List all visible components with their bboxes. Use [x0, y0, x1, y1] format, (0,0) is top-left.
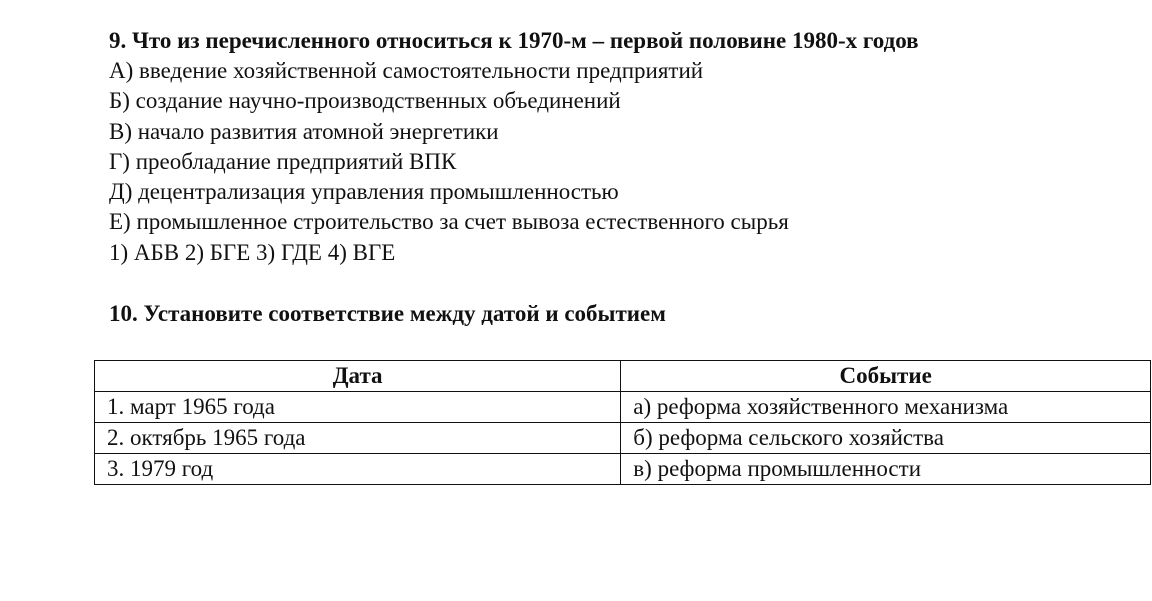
table-row [95, 392, 1151, 423]
table-header-row [95, 361, 1151, 392]
date-cell: 2. октябрь 1965 года [95, 423, 621, 454]
table-row [95, 454, 1151, 485]
option-b: Б) создание научно-производственных объединений [109, 88, 621, 114]
date-cell: 3. 1979 год [95, 454, 621, 485]
event-cell: а) реформа хозяйственного механизма [621, 392, 1151, 423]
option-g: Г) преобладание предприятий ВПК [109, 148, 457, 174]
option-v: В) начало развития атомной энергетики [109, 118, 499, 144]
option-e: Е) промышленное строительство за счет вывоза естественного сырья [109, 209, 789, 235]
header-event: Событие [621, 361, 1151, 392]
question-9-title: 9. Что из перечисленного относиться к 1970-м – первой половине 1980-х годов [109, 28, 919, 53]
header-date: Дата [95, 361, 621, 392]
event-cell: б) реформа сельского хозяйства [621, 423, 1151, 454]
matching-table [94, 360, 1151, 485]
option-a: А) введение хозяйственной самостоятельности предприятий [109, 58, 704, 83]
event-cell: в) реформа промышленности [621, 454, 1151, 485]
question-9 [109, 26, 1139, 268]
question-10-title: 10. Установите соответствие между датой и событием [109, 301, 666, 326]
answer-choices: 1) АБВ 2) БГЕ 3) ГДЕ 4) ВГЕ [109, 239, 396, 265]
table-row [95, 423, 1151, 454]
option-d: Д) децентрализация управления промышленностью [109, 179, 619, 205]
date-cell: 1. март 1965 года [95, 392, 621, 423]
